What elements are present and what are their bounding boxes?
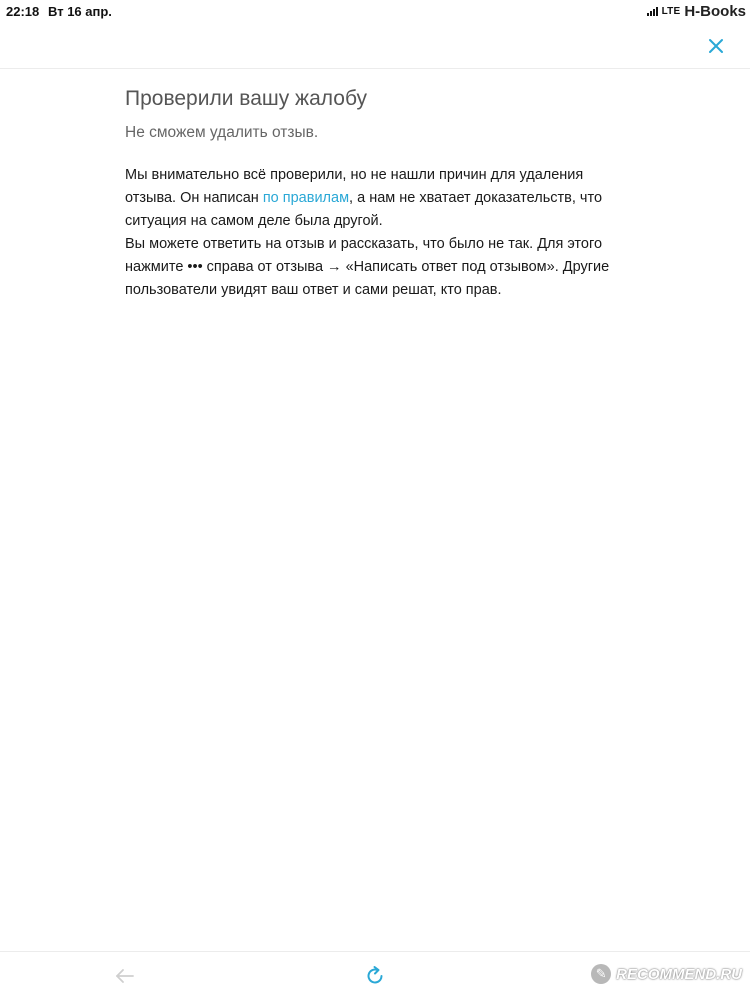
recommend-logo-icon: ✎ xyxy=(591,964,611,984)
status-bar xyxy=(0,0,750,24)
close-button[interactable] xyxy=(702,32,730,60)
page-subtitle: Не сможем удалить отзыв. xyxy=(125,124,319,141)
close-icon xyxy=(708,38,724,54)
message-paragraph-1 xyxy=(125,164,625,233)
paragraph-1-text-end: , а нам не хватает доказательств, что ситуация на самом деле была другой. xyxy=(125,190,603,229)
signal-icon xyxy=(647,7,658,16)
modal-header xyxy=(0,24,750,69)
message-paragraph-2: Вы можете ответить на отзыв и рассказать, что было не так. Для этого нажмите ••• справа от отзыва → «Написать ответ под отзывом». Другие пользователи увидят ваш ответ и сами решат, кто прав. xyxy=(125,236,610,298)
message-content xyxy=(125,84,625,302)
status-app-name: H-Books xyxy=(684,3,746,20)
rules-link[interactable]: по правилам xyxy=(262,190,350,206)
status-right xyxy=(647,3,746,20)
status-date: Вт 16 апр. xyxy=(48,4,112,19)
watermark-text: RECOMMEND.RU xyxy=(616,965,742,983)
watermark xyxy=(591,964,742,984)
refresh-icon xyxy=(364,965,386,987)
refresh-button[interactable] xyxy=(362,963,388,989)
page-title: Проверили вашу жалобу xyxy=(125,87,368,110)
arrow-left-icon xyxy=(115,968,135,984)
status-time: 22:18 xyxy=(6,4,40,19)
bottom-toolbar xyxy=(0,951,750,1000)
status-network: LTE xyxy=(661,6,681,17)
paragraph-1-text-start: Мы внимательно всё проверили, но не нашли причин для удаления отзыва. Он написан xyxy=(125,167,584,206)
message-body xyxy=(125,164,625,302)
back-button[interactable] xyxy=(112,964,138,988)
